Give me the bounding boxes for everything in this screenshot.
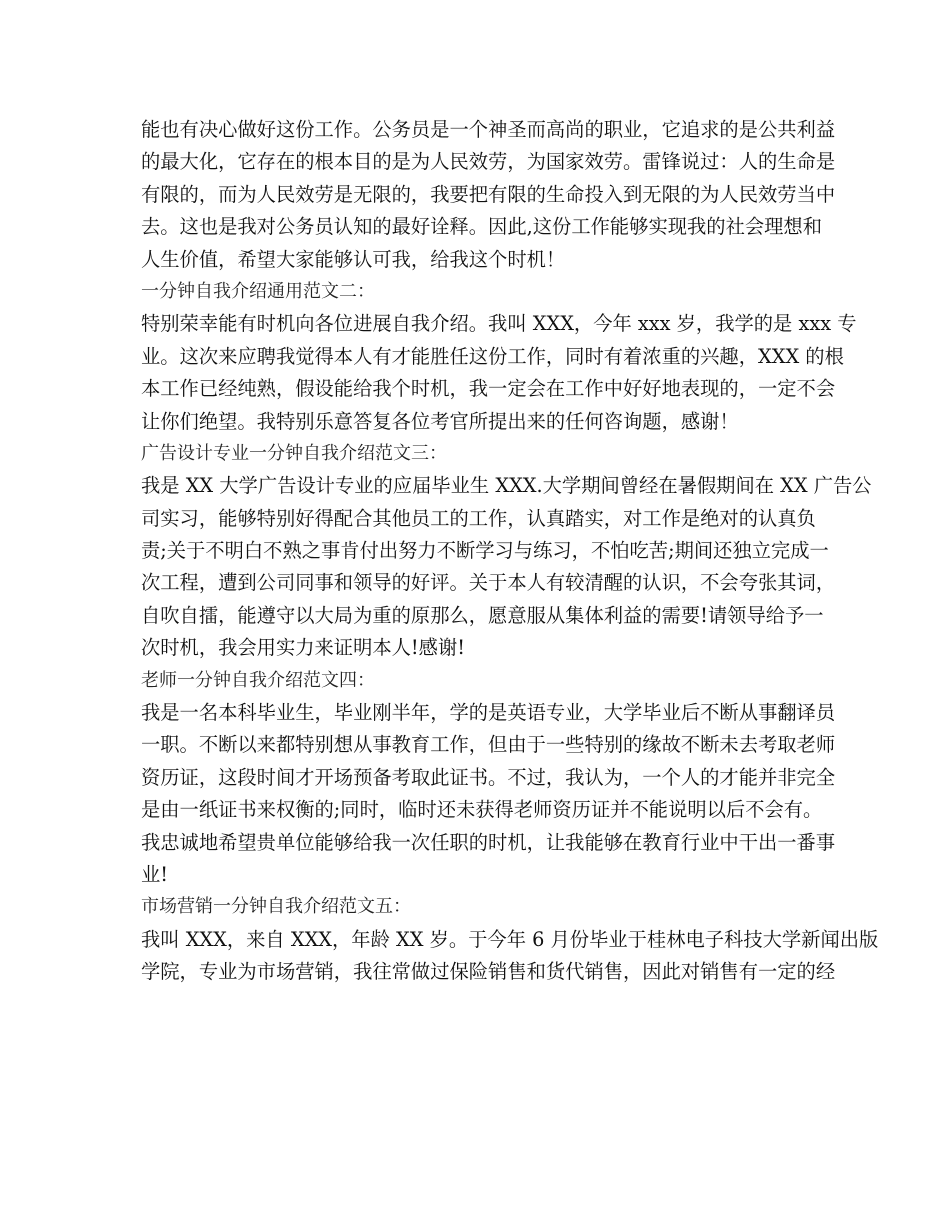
- paragraph-line: 让你们绝望。我特别乐意答复各位考官所提出来的任何咨询题，感谢！: [141, 409, 739, 433]
- paragraph-line: 次时机，我会用实力来证明本人!感谢!: [141, 636, 465, 660]
- paragraph-line: 司实习，能够特别好得配合其他员工的工作，认真踏实，对工作是绝对的认真负: [141, 506, 816, 530]
- document-body: [141, 114, 879, 989]
- paragraph-line: 业。这次来应聘我觉得本人有才能胜任这份工作，同时有着浓重的兴趣，XXX 的根: [141, 344, 844, 368]
- paragraph-line: 我忠诚地希望贵单位能够给我一次任职的时机，让我能够在教育行业中干出一番事: [141, 830, 836, 854]
- paragraph-line: 是由一纸证书来权衡的;同时，临时还未获得老师资历证并不能说明以后不会有。: [141, 798, 823, 822]
- paragraph-line: 次工程，遭到公司同事和领导的好评。关于本人有较清醒的认识，不会夸张其词，: [141, 571, 836, 595]
- paragraph-line: 去。这也是我对公务员认知的最好诠释。因此,这份工作能够实现我的社会理想和: [141, 215, 822, 239]
- paragraph-line: 能也有决心做好这份工作。公务员是一个神圣而高尚的职业，它追求的是公共利益: [141, 118, 836, 141]
- paragraph-line: 本工作已经纯熟，假设能给我个时机，我一定会在工作中好好地表现的，一定不会: [141, 377, 836, 401]
- paragraph-line: 我叫 XXX，来自 XXX，年龄 XX 岁。于今年 6 月份毕业于桂林电子科技大学新闻出版: [141, 927, 879, 951]
- paragraph-line: 特别荣幸能有时机向各位进展自我介绍。我叫 XXX，今年 xxx 岁，我学的是 xxx 专: [141, 312, 857, 336]
- paragraph-line: 人生价值，希望大家能够认可我，给我这个时机！: [141, 247, 566, 271]
- paragraph-line: 我是一名本科毕业生，毕业刚半年，学的是英语专业，大学毕业后不断从事翻译员: [141, 701, 836, 725]
- section-heading: 一分钟自我介绍通用范文二：: [141, 280, 375, 302]
- section-heading: 老师一分钟自我介绍范文四：: [141, 669, 375, 691]
- paragraph-line: 有限的，而为人民效劳是无限的，我要把有限的生命投入到无限的为人民效劳当中: [141, 182, 836, 206]
- paragraph-line: 我是 XX 大学广告设计专业的应届毕业生 XXX.大学期间曾经在暑假期间在 XX 广告公: [141, 474, 872, 498]
- paragraph-line: 自吹自擂，能遵守以大局为重的原那么，愿意服从集体利益的需要!请领导给予一: [141, 603, 824, 627]
- paragraph-line: 业!: [141, 862, 169, 886]
- paragraph-line: 学院，专业为市场营销，我往常做过保险销售和货代销售，因此对销售有一定的经: [141, 960, 836, 984]
- section-heading: 广告设计专业一分钟自我介绍范文三：: [141, 442, 447, 464]
- section-heading: 市场营销一分钟自我介绍范文五：: [141, 896, 411, 918]
- paragraph-line: 的最大化，它存在的根本目的是为人民效劳，为国家效劳。雷锋说过：人的生命是: [141, 150, 836, 174]
- paragraph-line: 责;关于不明白不熟之事肯付出努力不断学习与练习，不怕吃苦;期间还独立完成一: [141, 539, 829, 563]
- paragraph-line: 资历证，这段时间才开场预备考取此证书。不过，我认为，一个人的才能并非完全: [141, 765, 836, 789]
- paragraph-line: 一职。不断以来都特别想从事教育工作，但由于一些特别的缘故不断未去考取老师: [141, 733, 836, 757]
